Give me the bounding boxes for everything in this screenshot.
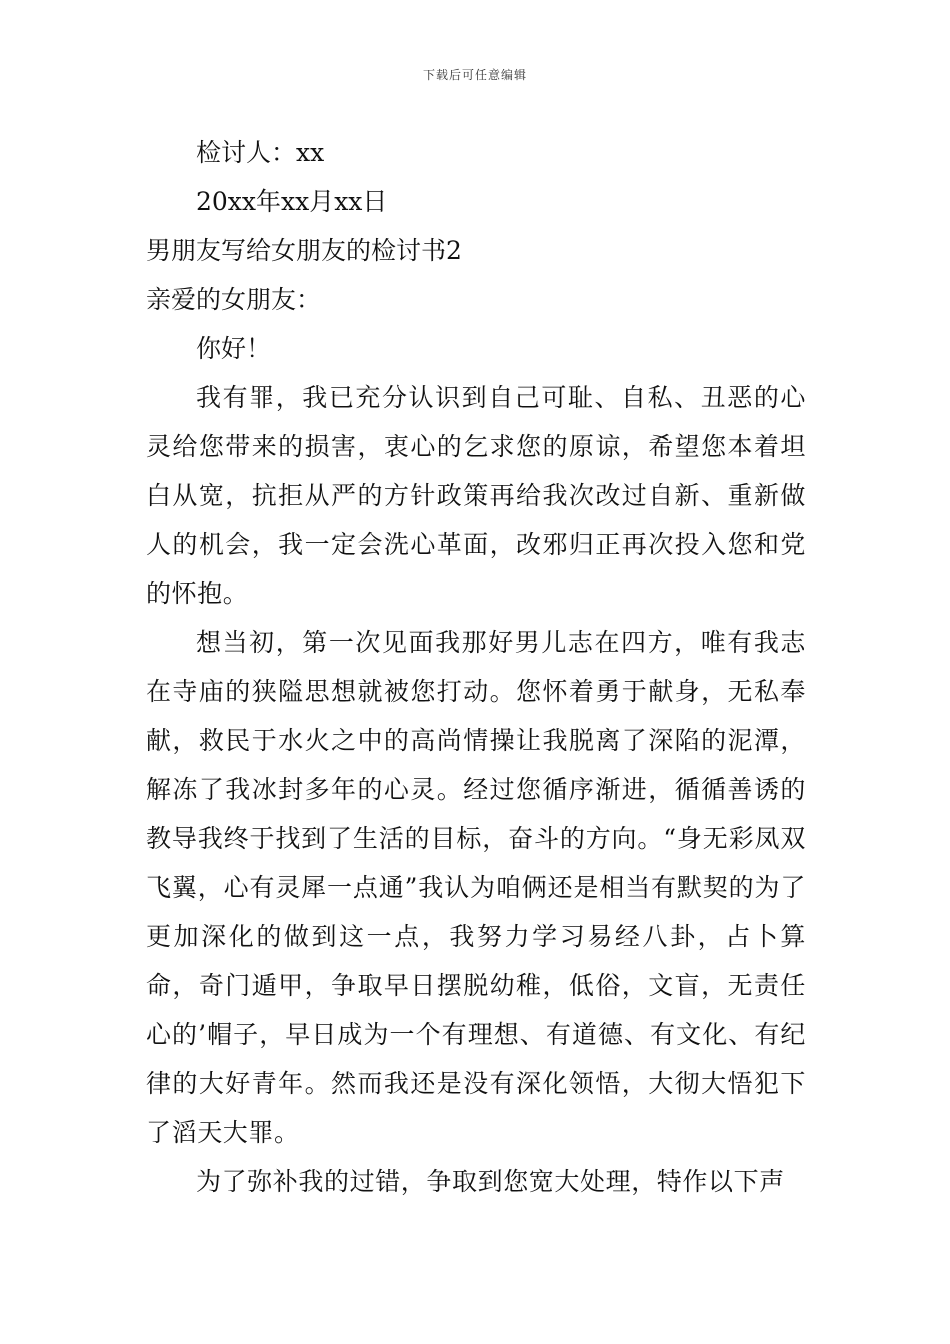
paragraph-recollection: 想当初，第一次见面我那好男儿志在四方，唯有我志在寺庙的狭隘思想就被您打动。您怀着勇于献身，无私奉献，救民于水火之中的高尚情操让我脱离了深陷的泥潭，解冻了我冰封多年的心灵。经过您循序渐进，循循善诱的教导我终于找到了生活的目标，奋斗的方向。“身无彩凤双飞翼，心有灵犀一点通”我认为咱俩还是相当有默契的为了更加深化的做到这一点，我努力学习易经八卦，占卜算命，奇门遁甲，争取早日摆脱幼稚，低俗，文盲，无责任心的’帽子，早日成为一个有理想、有道德、有文化、有纪律的大好青年。然而我还是没有深化领悟，大彻大悟犯下了滔天大罪。 xyxy=(146,628,806,1147)
header-note: 下载后可任意编辑 xyxy=(422,68,527,82)
letter-title: 男朋友写给女朋友的检讨书2 xyxy=(146,236,462,265)
paragraph-statement: 为了弥补我的过错，争取到您宽大处理，特作以下声 xyxy=(196,1167,785,1196)
document-body xyxy=(146,128,806,1206)
letter-greeting: 你好！ xyxy=(196,334,272,363)
signature-date: 20xx年xx月xx日 xyxy=(196,187,388,216)
letter-salutation: 亲爱的女朋友： xyxy=(146,285,322,314)
paragraph-apology: 我有罪，我已充分认识到自己可耻、自私、丑恶的心灵给您带来的损害，衷心的乞求您的原谅，希望您本着坦白从宽，抗拒从严的方针政策再给我次改过自新、重新做人的机会，我一定会洗心革面，改邪归正再次投入您和党的怀抱。 xyxy=(146,383,806,608)
signature-author: 检讨人：xx xyxy=(196,138,325,167)
